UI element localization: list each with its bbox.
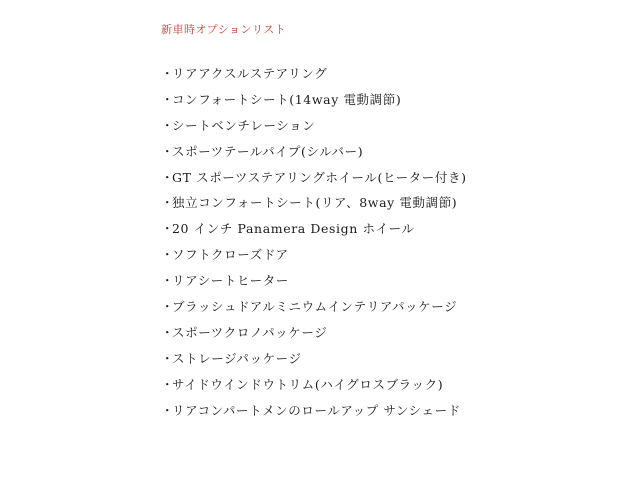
bullet-icon: ・ bbox=[161, 195, 175, 211]
option-label: リアアクスルステアリング bbox=[172, 65, 328, 81]
option-label: リアコンパートメンのロールアップ サンシェード bbox=[172, 402, 461, 418]
bullet-icon: ・ bbox=[161, 65, 175, 81]
list-item bbox=[161, 138, 467, 164]
bullet-icon: ・ bbox=[161, 247, 175, 263]
list-item bbox=[161, 86, 467, 112]
option-label: リアシートヒーター bbox=[172, 273, 289, 289]
option-list bbox=[161, 60, 467, 422]
option-label: ブラッシュドアルミニウムインテリアパッケージ bbox=[172, 298, 458, 314]
list-item bbox=[161, 112, 467, 138]
option-label: サイドウインドウトリム(ハイグロスブラック) bbox=[172, 376, 444, 392]
option-label: スポーツクロノパッケージ bbox=[172, 324, 328, 340]
bullet-icon: ・ bbox=[161, 273, 175, 289]
bullet-icon: ・ bbox=[161, 350, 175, 366]
option-label: 20 インチ Panamera Design ホイール bbox=[172, 221, 415, 237]
bullet-icon: ・ bbox=[161, 169, 175, 185]
bullet-icon: ・ bbox=[161, 117, 175, 133]
list-item bbox=[161, 60, 467, 86]
list-item bbox=[161, 241, 467, 267]
option-label: GT スポーツステアリングホイール(ヒーター付き) bbox=[172, 169, 467, 185]
option-label: ソフトクローズドア bbox=[172, 247, 289, 263]
option-label: スポーツテールパイプ(シルバー) bbox=[172, 143, 364, 159]
list-item bbox=[161, 267, 467, 293]
list-item bbox=[161, 319, 467, 345]
bullet-icon: ・ bbox=[161, 376, 175, 392]
bullet-icon: ・ bbox=[161, 298, 175, 314]
list-item bbox=[161, 371, 467, 397]
list-item bbox=[161, 345, 467, 371]
option-label: シートベンチレーション bbox=[172, 117, 316, 133]
bullet-icon: ・ bbox=[161, 324, 175, 340]
list-item bbox=[161, 189, 467, 215]
option-label: コンフォートシート(14way 電動調節) bbox=[172, 91, 402, 107]
page-title: 新車時オプションリスト bbox=[161, 23, 287, 36]
option-label: ストレージパッケージ bbox=[172, 350, 302, 366]
bullet-icon: ・ bbox=[161, 221, 175, 237]
bullet-icon: ・ bbox=[161, 402, 175, 418]
list-item bbox=[161, 397, 467, 423]
list-item bbox=[161, 215, 467, 241]
list-item bbox=[161, 293, 467, 319]
bullet-icon: ・ bbox=[161, 91, 175, 107]
list-item bbox=[161, 164, 467, 190]
bullet-icon: ・ bbox=[161, 143, 175, 159]
option-label: 独立コンフォートシート(リア、8way 電動調節) bbox=[172, 195, 458, 211]
